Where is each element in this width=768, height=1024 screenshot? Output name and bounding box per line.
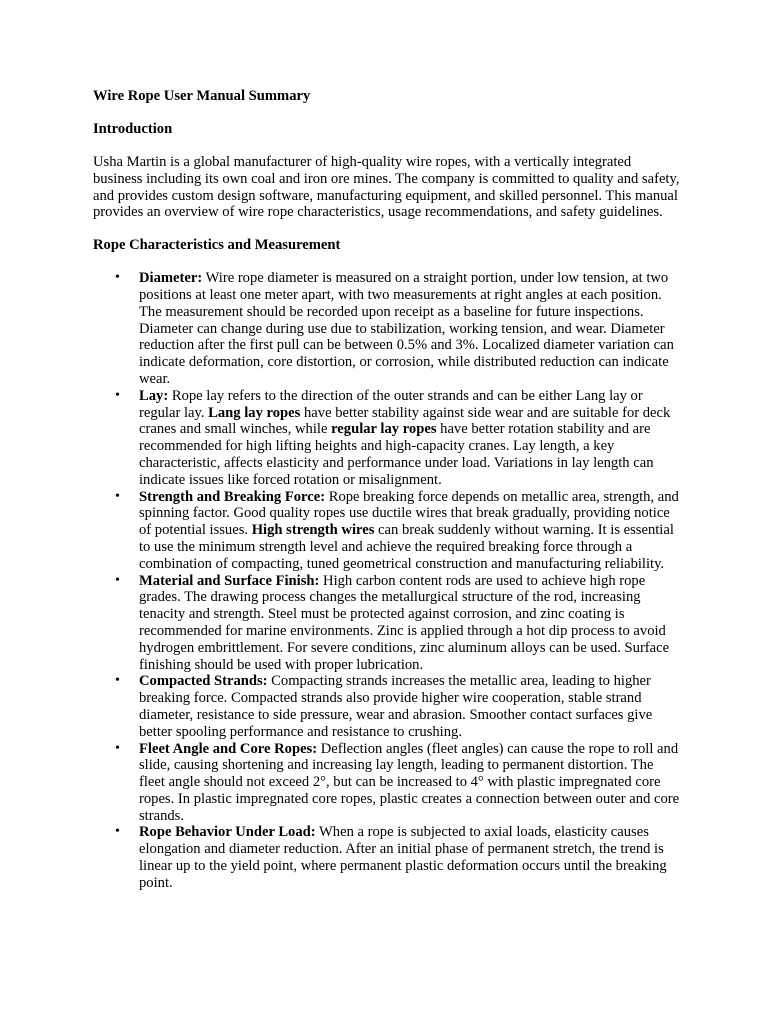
bullet-icon: • [115, 824, 120, 840]
item-text: Rope breaking force depends on metallic area, strength, and spinning factor. Good quality ropes use ductile wires that break gradually, providing notice of potential issues. [139, 488, 679, 539]
bullet-icon: • [115, 740, 120, 756]
introduction-paragraph: Usha Martin is a global manufacturer of high-quality wire ropes, with a vertically integrated business including its own coal and iron ore mines. The company is committed to quality and safety, and provides custom design software, manufacturing equipment, and skilled personnel. This manual provides an overview of wire rope characteristics, usage recommendations, and safety guidelines. [93, 154, 680, 221]
list-item [93, 388, 683, 489]
bullet-icon: • [115, 673, 120, 689]
item-emphasis: Lang lay ropes [208, 404, 301, 421]
document-title: Wire Rope User Manual Summary [93, 88, 311, 104]
item-text: Compacting strands increases the metallic area, leading to higher breaking force. Compacted strands also provide higher wire cooperation, stable strand diameter, resistance to side pressure, wear and abrasion. Smoother contact surfaces give better spooling performance and resistance to crushing. [139, 673, 653, 740]
list-item [93, 489, 683, 573]
item-term: Rope Behavior Under Load: [139, 824, 316, 841]
introduction-heading: Introduction [93, 121, 173, 137]
section-heading: Rope Characteristics and Measurement [93, 237, 341, 254]
item-text: have better rotation stability and are recommended for high lifting heights and high-capacity cranes. Lay length, a key characteristic, affects elasticity and performance under load. Variations in lay length can indicate issues like forced rotation or misalignment. [139, 421, 654, 488]
item-term: Fleet Angle and Core Ropes: [139, 740, 318, 757]
list-item [93, 270, 683, 388]
document-page [93, 88, 683, 892]
item-emphasis: regular lay ropes [331, 421, 437, 438]
item-text: Deflection angles (fleet angles) can cause the rope to roll and slide, causing shortening and increasing lay length, leading to permanent distortion. The fleet angle should not exceed 2°, but can be increased to 4° with plastic impregnated core ropes. In plastic impregnated core ropes, plastic creates a connection between outer and core strands. [139, 740, 680, 824]
list-item [93, 741, 683, 825]
bullet-icon: • [115, 572, 120, 588]
item-text: High carbon content rods are used to achieve high rope grades. The drawing process changes the metallurgical structure of the rod, increasing tenacity and strength. Steel must be protected against corrosion, and zinc coating is recommended for marine environments. Zinc is applied through a hot dip process to avoid hydrogen embrittlement. For severe conditions, zinc aluminum alloys can be used. Surface finishing should be used with proper lubrication. [139, 572, 670, 673]
item-text: Rope lay refers to the direction of the outer strands and can be either Lang lay or regular lay. [139, 387, 643, 421]
item-term: Diameter: [139, 270, 203, 287]
bullet-icon: • [115, 488, 120, 504]
item-text: can break suddenly without warning. It is essential to use the minimum strength level and achieve the required breaking force through a combination of compacting, tuned geometrical construction and manufacturing reliability. [139, 522, 674, 572]
list-item [93, 573, 683, 674]
characteristics-list [93, 270, 683, 891]
item-text: When a rope is subjected to axial loads, elasticity causes elongation and diameter reduction. After an initial phase of permanent stretch, the trend is linear up to the yield point, where permanent plastic deformation occurs until the breaking point. [139, 824, 667, 891]
bullet-icon: • [115, 270, 120, 286]
list-item [93, 824, 683, 891]
item-term: Compacted Strands: [139, 673, 268, 690]
bullet-icon: • [115, 387, 120, 403]
list-item [93, 673, 683, 740]
item-term: Material and Surface Finish: [139, 572, 320, 589]
item-term: Strength and Breaking Force: [139, 488, 326, 505]
item-text: have better stability against side wear and are suitable for deck cranes and small winches, while [139, 404, 671, 438]
item-emphasis: High strength wires [251, 522, 375, 539]
item-text: Wire rope diameter is measured on a straight portion, under low tension, at two positions at least one meter apart, with two measurements at right angles at each position. The measurement should be recorded upon receipt as a baseline for future inspections. Diameter can change during use due to stabilization, working tension, and wear. Diameter reduction after the first pull can be between 0.5% and 3%. Localized diameter variation can indicate deformation, core distortion, or corrosion, while distributed reduction can indicate wear. [139, 270, 674, 387]
item-term: Lay: [139, 387, 169, 404]
